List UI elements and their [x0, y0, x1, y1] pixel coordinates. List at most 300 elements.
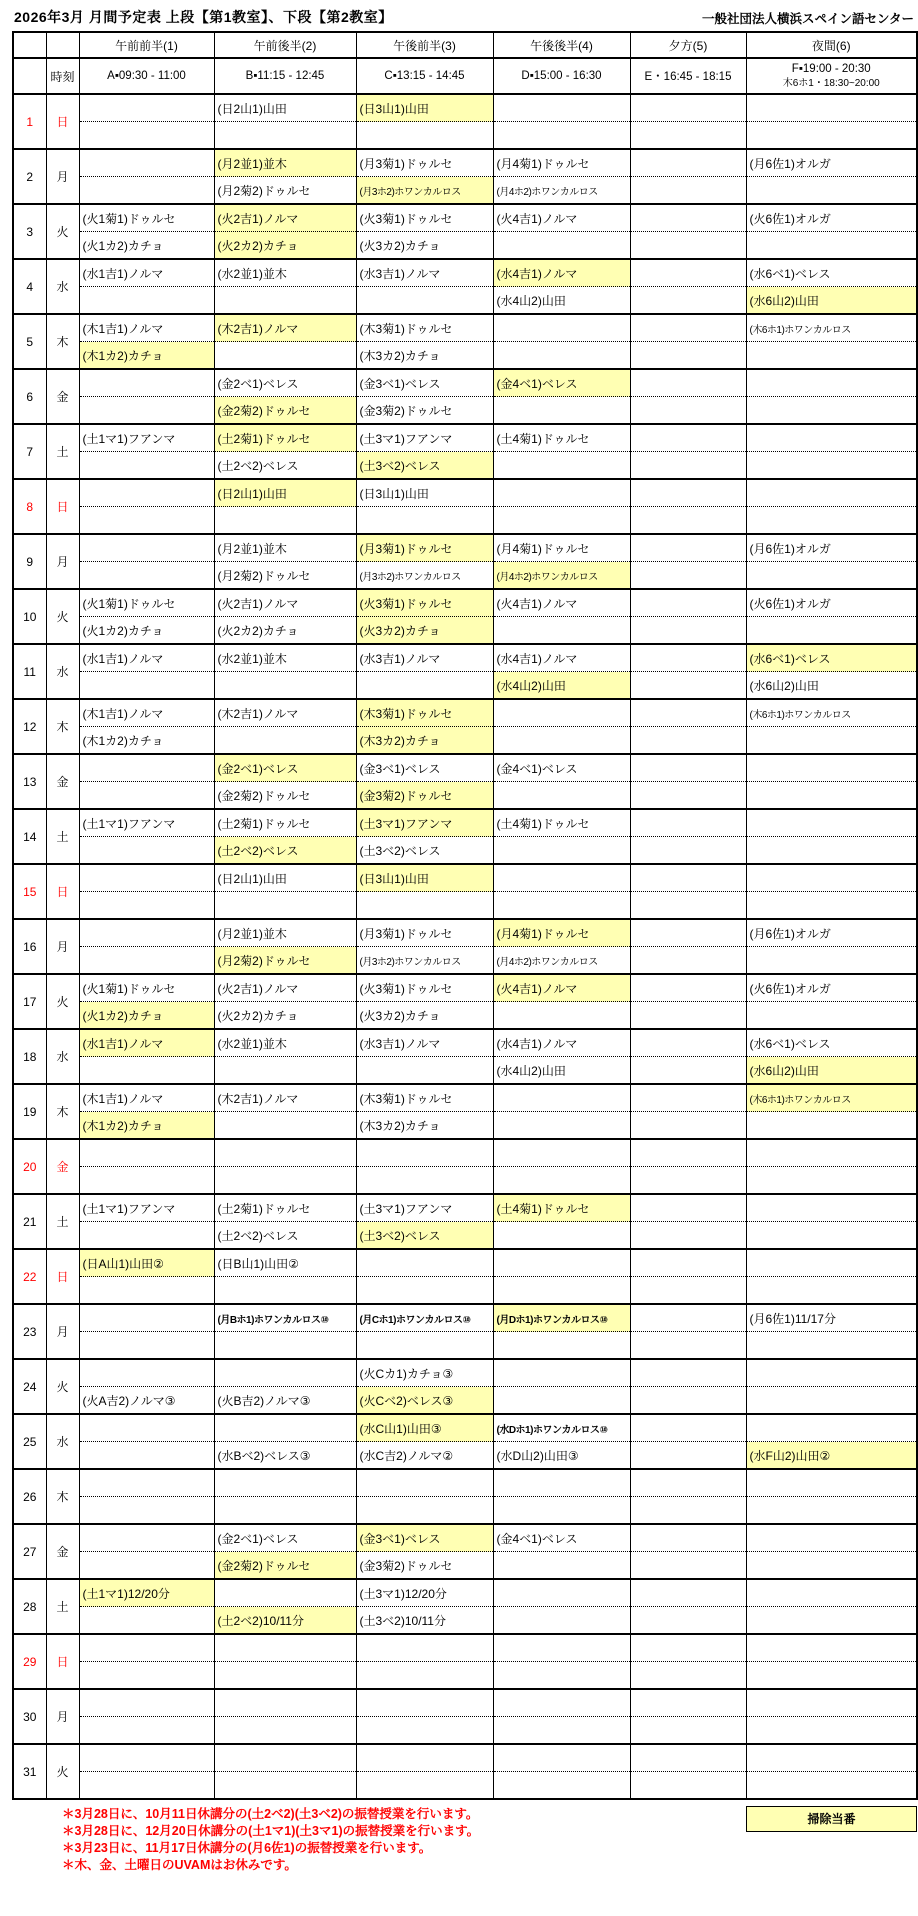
day-number: 11 [13, 644, 46, 699]
day-number: 6 [13, 369, 46, 424]
schedule-cell [79, 424, 214, 479]
col-header-2: 午前後半(2) [214, 32, 356, 58]
class-entry: (火3菊1)ドゥルセ [357, 205, 493, 232]
time-blank [13, 58, 46, 94]
empty-slot [494, 1580, 630, 1607]
schedule-cell [79, 149, 214, 204]
schedule-cell [214, 1579, 356, 1634]
empty-slot [80, 480, 214, 507]
schedule-cell [79, 1194, 214, 1249]
schedule-cell [630, 1249, 746, 1304]
schedule-cell [214, 424, 356, 479]
org-name: 一般社団法人横浜スペイン語センター [701, 12, 914, 26]
empty-slot [215, 727, 356, 753]
class-entry: (火1菊1)ドゥルセ [80, 205, 214, 232]
class-entry: (水4吉1)ノルマ [494, 1030, 630, 1057]
class-entry: (火2カ2)カチョ [215, 232, 356, 258]
empty-slot [357, 1057, 493, 1083]
class-entry: (水4山2)山田 [496, 1063, 566, 1078]
schedule-cell [79, 1084, 214, 1139]
empty-slot [357, 1277, 493, 1303]
schedule-cell [214, 1249, 356, 1304]
empty-slot [357, 287, 493, 313]
empty-slot [631, 1195, 746, 1222]
day-of-week: 水 [46, 1029, 79, 1084]
class-entry: (土3ベ2)10/11分 [359, 1613, 446, 1628]
schedule-cell [356, 1194, 493, 1249]
day-row [13, 1579, 917, 1634]
empty-slot [631, 1305, 746, 1332]
empty-slot [357, 122, 493, 148]
schedule-cell [746, 204, 917, 259]
schedule-cell [356, 754, 493, 809]
class-entry: (金2菊2)ドゥルセ [215, 397, 356, 423]
schedule-cell [214, 644, 356, 699]
schedule-cell [356, 1139, 493, 1194]
class-entry: (日3山1)山田 [357, 865, 493, 892]
schedule-cell [493, 424, 630, 479]
empty-slot [357, 1250, 493, 1277]
empty-slot [494, 95, 630, 122]
schedule-cell [214, 1634, 356, 1689]
schedule-cell [79, 1524, 214, 1579]
empty-slot [631, 1745, 746, 1772]
class-entry: (金4ベ1)ベレス [494, 1525, 630, 1552]
class-entry: (水6ベ1)ベレス [747, 645, 917, 672]
schedule-cell [79, 1139, 214, 1194]
empty-slot [494, 1690, 630, 1717]
time-slot-d: D▪15:00 - 16:30 [493, 58, 630, 94]
empty-slot [747, 95, 917, 122]
empty-slot [747, 507, 917, 533]
schedule-cell [630, 644, 746, 699]
schedule-cell [630, 1744, 746, 1799]
empty-slot [747, 1745, 917, 1772]
empty-slot [494, 342, 630, 368]
schedule-cell [79, 974, 214, 1029]
empty-slot [494, 727, 630, 753]
schedule-cell [746, 1579, 917, 1634]
class-entry: (月Bホ1)ホワンカルロス⑩ [215, 1305, 356, 1332]
day-row [13, 1744, 917, 1799]
empty-slot [357, 1662, 493, 1688]
empty-slot [747, 727, 917, 753]
empty-slot [747, 122, 917, 148]
schedule-cell [746, 1469, 917, 1524]
empty-slot [747, 1277, 917, 1303]
class-entry: (水Dホ1)ホワンカルロス⑩ [494, 1415, 630, 1442]
empty-slot [357, 1470, 493, 1497]
schedule-cell [493, 974, 630, 1029]
schedule-cell [746, 589, 917, 644]
empty-slot [215, 1717, 356, 1743]
empty-slot [80, 1277, 214, 1303]
class-entry: (月3ホ2)ホワンカルロス [357, 177, 493, 203]
schedule-cell [746, 479, 917, 534]
time-header-row [13, 58, 917, 94]
schedule-cell [214, 1139, 356, 1194]
schedule-cell [630, 1414, 746, 1469]
empty-slot [215, 672, 356, 698]
day-of-week: 火 [46, 589, 79, 644]
empty-slot [631, 370, 746, 397]
empty-slot [747, 1607, 917, 1633]
time-slot-f [746, 58, 917, 94]
empty-slot [747, 1002, 917, 1028]
empty-slot [631, 95, 746, 122]
schedule-cell [356, 809, 493, 864]
schedule-cell [214, 479, 356, 534]
empty-slot [494, 1222, 630, 1248]
schedule-cell [356, 589, 493, 644]
schedule-cell [493, 1029, 630, 1084]
empty-slot [631, 672, 746, 698]
schedule-cell [214, 1194, 356, 1249]
schedule-cell [493, 259, 630, 314]
empty-slot [215, 892, 356, 918]
class-entry: (土2ベ2)ベレス [217, 458, 299, 473]
class-entry: (月4菊1)ドゥルセ [494, 920, 630, 947]
class-entry: (金2ベ1)ベレス [215, 1525, 356, 1552]
schedule-cell [493, 479, 630, 534]
empty-slot [215, 1415, 356, 1442]
schedule-cell [356, 424, 493, 479]
day-of-week: 金 [46, 1524, 79, 1579]
empty-slot [494, 1332, 630, 1358]
schedule-cell [493, 919, 630, 974]
day-number: 3 [13, 204, 46, 259]
empty-slot [747, 617, 917, 643]
day-row [13, 1139, 917, 1194]
schedule-cell [630, 1304, 746, 1359]
col-header-3: 午後前半(3) [356, 32, 493, 58]
schedule-cell [356, 1249, 493, 1304]
schedule-cell [493, 204, 630, 259]
class-entry: (日3山1)山田 [357, 480, 493, 507]
empty-slot [215, 1470, 356, 1497]
empty-slot [631, 700, 746, 727]
day-row [13, 369, 917, 424]
schedule-cell [746, 94, 917, 149]
schedule-cell [630, 589, 746, 644]
schedule-cell [79, 1634, 214, 1689]
empty-slot [80, 1662, 214, 1688]
class-entry: (火2吉1)ノルマ [215, 590, 356, 617]
empty-slot [215, 1635, 356, 1662]
class-entry: (金4ベ1)ベレス [494, 755, 630, 782]
schedule-cell [746, 1689, 917, 1744]
schedule-body [13, 94, 917, 1799]
title-bar [0, 0, 918, 31]
schedule-cell [356, 974, 493, 1029]
class-entry: (月2菊2)ドゥルセ [215, 947, 356, 973]
schedule-cell [630, 259, 746, 314]
schedule-cell [493, 644, 630, 699]
empty-slot [747, 1635, 917, 1662]
day-of-week: 日 [46, 479, 79, 534]
class-entry: (月Dホ1)ホワンカルロス⑩ [494, 1305, 630, 1332]
class-entry: (火3カ2)カチョ [359, 1008, 441, 1023]
empty-slot [215, 1580, 356, 1607]
class-entry: (土3マ1)12/20分 [357, 1580, 493, 1607]
schedule-cell [630, 1579, 746, 1634]
empty-slot [494, 1085, 630, 1112]
schedule-cell [493, 1249, 630, 1304]
class-entry: (金2ベ1)ベレス [215, 370, 356, 397]
schedule-cell [493, 1634, 630, 1689]
class-entry: (土4菊1)ドゥルセ [494, 810, 630, 837]
empty-slot [631, 1442, 746, 1468]
empty-slot [631, 1140, 746, 1167]
empty-slot [747, 1580, 917, 1607]
schedule-cell [746, 1524, 917, 1579]
schedule-cell [214, 919, 356, 974]
empty-slot [747, 1112, 917, 1138]
class-entry: (月2並1)並木 [215, 150, 356, 177]
empty-slot [80, 1470, 214, 1497]
empty-slot [631, 150, 746, 177]
schedule-cell [214, 1524, 356, 1579]
day-number: 28 [13, 1579, 46, 1634]
class-entry: (火2吉1)ノルマ [215, 205, 356, 232]
class-entry: (水6山2)山田 [747, 1057, 917, 1083]
class-entry: (水3吉1)ノルマ [357, 645, 493, 672]
schedule-cell [493, 94, 630, 149]
class-entry: (木1吉1)ノルマ [80, 700, 214, 727]
class-entry: (月6佐1)オルガ [747, 150, 917, 177]
empty-slot [357, 1332, 493, 1358]
empty-slot [80, 1305, 214, 1332]
day-number: 20 [13, 1139, 46, 1194]
empty-slot [80, 1772, 214, 1798]
empty-slot [747, 452, 917, 478]
empty-slot [215, 287, 356, 313]
empty-slot [494, 1140, 630, 1167]
time-slot-b: B▪11:15 - 12:45 [214, 58, 356, 94]
schedule-cell [630, 534, 746, 589]
empty-slot [631, 507, 746, 533]
class-entry: (金3菊2)ドゥルセ [359, 403, 453, 418]
schedule-cell [493, 1194, 630, 1249]
schedule-cell [214, 699, 356, 754]
schedule-cell [356, 94, 493, 149]
schedule-cell [79, 919, 214, 974]
schedule-cell [630, 754, 746, 809]
empty-slot [631, 535, 746, 562]
schedule-cell [214, 974, 356, 1029]
empty-slot [747, 1222, 917, 1248]
empty-slot [631, 1552, 746, 1578]
schedule-cell [746, 699, 917, 754]
schedule-cell [79, 1029, 214, 1084]
time-slot-f-line2: 木6ホ1・18:30~20:00 [782, 78, 880, 89]
day-of-week: 木 [46, 1469, 79, 1524]
schedule-cell [493, 1744, 630, 1799]
empty-slot [631, 1250, 746, 1277]
empty-slot [494, 1250, 630, 1277]
empty-slot [357, 892, 493, 918]
page-title: 2026年3月 月間予定表 上段【第1教室】、下段【第2教室】 [14, 9, 393, 25]
empty-slot [357, 507, 493, 533]
empty-slot [80, 755, 214, 782]
empty-slot [631, 1415, 746, 1442]
class-entry: (土4菊1)ドゥルセ [494, 1195, 630, 1222]
empty-slot [747, 1387, 917, 1413]
empty-slot [80, 150, 214, 177]
schedule-cell [79, 1249, 214, 1304]
empty-slot [80, 452, 214, 478]
class-entry: (水3吉1)ノルマ [357, 1030, 493, 1057]
class-entry: (土3ベ2)ベレス [357, 452, 493, 478]
day-row [13, 699, 917, 754]
class-entry: (火Cベ2)ベレス③ [357, 1387, 493, 1413]
class-entry: (水6山2)山田 [747, 287, 917, 313]
schedule-cell [356, 369, 493, 424]
schedule-cell [79, 1304, 214, 1359]
day-of-week: 木 [46, 699, 79, 754]
day-of-week: 月 [46, 1304, 79, 1359]
day-row [13, 1084, 917, 1139]
empty-slot [80, 1635, 214, 1662]
schedule-cell [630, 1469, 746, 1524]
class-entry: (火B吉2)ノルマ③ [217, 1393, 311, 1408]
empty-slot [494, 865, 630, 892]
empty-slot [80, 865, 214, 892]
class-entry: (水2並1)並木 [215, 260, 356, 287]
empty-slot [215, 1112, 356, 1138]
class-entry: (月4ホ2)ホワンカルロス [494, 562, 630, 588]
empty-slot [631, 122, 746, 148]
day-row [13, 644, 917, 699]
corner-blank-dow [46, 32, 79, 58]
empty-slot [631, 1717, 746, 1743]
schedule-cell [356, 1359, 493, 1414]
class-entry: (木1吉1)ノルマ [80, 315, 214, 342]
class-entry: (土3マ1)フアンマ [357, 1195, 493, 1222]
empty-slot [494, 315, 630, 342]
day-row [13, 1469, 917, 1524]
footer [0, 1806, 918, 1916]
class-entry: (木3カ2)カチョ [359, 348, 441, 363]
schedule-cell [630, 1029, 746, 1084]
day-number: 16 [13, 919, 46, 974]
day-of-week: 火 [46, 974, 79, 1029]
empty-slot [80, 672, 214, 698]
empty-slot [631, 425, 746, 452]
empty-slot [357, 1717, 493, 1743]
empty-slot [80, 287, 214, 313]
empty-slot [747, 1525, 917, 1552]
day-row [13, 919, 917, 974]
empty-slot [80, 1442, 214, 1468]
empty-slot [357, 1690, 493, 1717]
schedule-cell [493, 369, 630, 424]
schedule-cell [79, 699, 214, 754]
schedule-cell [79, 204, 214, 259]
empty-slot [80, 1607, 214, 1633]
schedule-cell [493, 1414, 630, 1469]
schedule-cell [214, 1469, 356, 1524]
class-entry: (水3吉1)ノルマ [357, 260, 493, 287]
day-of-week: 金 [46, 754, 79, 809]
class-entry: (水2並1)並木 [215, 1030, 356, 1057]
schedule-cell [493, 1304, 630, 1359]
schedule-cell [356, 1029, 493, 1084]
empty-slot [357, 1140, 493, 1167]
schedule-cell [746, 864, 917, 919]
empty-slot [80, 782, 214, 808]
empty-slot [357, 1167, 493, 1193]
class-entry: (水C山1)山田③ [357, 1415, 493, 1442]
empty-slot [80, 947, 214, 973]
day-number: 5 [13, 314, 46, 369]
day-of-week: 月 [46, 919, 79, 974]
day-of-week: 日 [46, 94, 79, 149]
schedule-cell [493, 1524, 630, 1579]
empty-slot [80, 1497, 214, 1523]
empty-slot [747, 865, 917, 892]
day-row [13, 424, 917, 479]
class-entry: (月Cホ1)ホワンカルロス⑩ [357, 1305, 493, 1332]
empty-slot [494, 480, 630, 507]
class-entry: (金3菊2)ドゥルセ [357, 782, 493, 808]
schedule-cell [356, 644, 493, 699]
empty-slot [215, 1497, 356, 1523]
empty-slot [747, 892, 917, 918]
class-entry: (土1マ1)フアンマ [80, 425, 214, 452]
empty-slot [494, 700, 630, 727]
empty-slot [747, 1140, 917, 1167]
schedule-cell [630, 149, 746, 204]
schedule-cell [630, 1634, 746, 1689]
day-of-week: 土 [46, 1194, 79, 1249]
empty-slot [631, 727, 746, 753]
day-number: 29 [13, 1634, 46, 1689]
empty-slot [80, 1140, 214, 1167]
class-entry: (金3ベ1)ベレス [357, 370, 493, 397]
empty-slot [494, 452, 630, 478]
empty-slot [494, 1772, 630, 1798]
class-entry: (月6佐1)オルガ [747, 920, 917, 947]
day-of-week: 土 [46, 809, 79, 864]
empty-slot [494, 1552, 630, 1578]
day-number: 19 [13, 1084, 46, 1139]
schedule-cell [630, 94, 746, 149]
class-entry: (水4山2)山田 [496, 293, 566, 308]
schedule-cell [356, 1634, 493, 1689]
time-label: 時刻 [46, 58, 79, 94]
class-entry: (月4ホ2)ホワンカルロス [496, 186, 598, 198]
schedule-cell [356, 1414, 493, 1469]
empty-slot [631, 1002, 746, 1028]
empty-slot [80, 1717, 214, 1743]
class-entry: (火1カ2)カチョ [82, 238, 164, 253]
schedule-cell [79, 754, 214, 809]
day-row [13, 589, 917, 644]
day-row [13, 1029, 917, 1084]
class-entry: (木2吉1)ノルマ [215, 1085, 356, 1112]
empty-slot [631, 1772, 746, 1798]
empty-slot [215, 1745, 356, 1772]
footnote-4: ＊木、金、土曜日のUVAMはお休みです。 [62, 1858, 297, 1872]
class-entry: (木3菊1)ドゥルセ [357, 315, 493, 342]
schedule-cell [493, 1359, 630, 1414]
empty-slot [80, 892, 214, 918]
empty-slot [80, 1222, 214, 1248]
empty-slot [631, 1222, 746, 1248]
schedule-cell [79, 644, 214, 699]
empty-slot [631, 1387, 746, 1413]
